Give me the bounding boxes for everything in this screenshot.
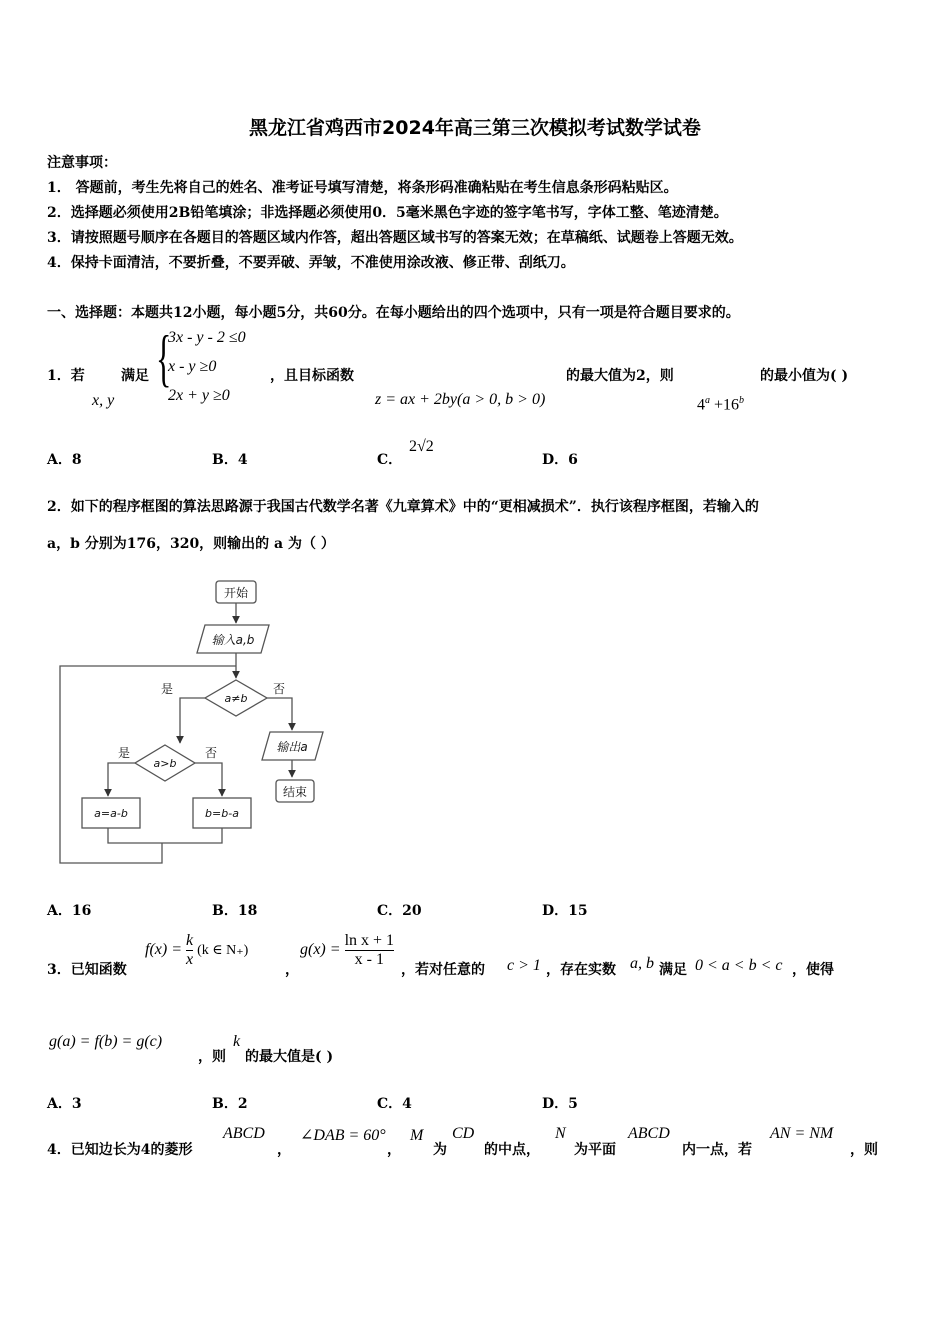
q2-line-1: 2．如下的程序框图的算法思路源于我国古代数学名著《九章算术》中的“更相减损术”．执行该程序框图，若输入的 [47,499,759,515]
q3-f-frac [186,932,193,969]
section-header: 一、选择题：本题共12小题，每小题5分，共60分。在每小题给出的四个选项中，只有一项是符合题目要求的。 [47,305,740,321]
q3-option-c: C．4 [377,1096,412,1112]
flow-end-label: 结束 [282,785,308,799]
q3-k: k [233,1033,241,1050]
q3-mid3: 满足 [659,962,687,978]
q4-CD: CD [452,1125,475,1142]
q3-mid1: ，若对任意的 [401,962,485,978]
q3-eq: g(a) = f(b) = g(c) [49,1033,163,1050]
q1-option-c-math: 2√2 [409,438,434,455]
q3-g-den: x - 1 [354,951,384,968]
q1-expr [697,395,744,414]
q3-f-num: k [186,932,194,949]
q1-sys-2: x - y ≥0 [168,358,217,375]
q3-f-den: x [186,951,194,968]
q1-option-b: B．4 [212,452,248,468]
q3-f-tail: (k ∈ N₊) [197,943,249,959]
q3-f-lhs: f(x) = [145,941,182,959]
notice-item-4: 4．保持卡面清洁，不要折叠，不要弄破、弄皱，不准使用涂改液、修正带、刮纸刀。 [47,255,575,271]
q3-option-d: D．5 [542,1096,578,1112]
q1-expr-base1: 4 [697,396,705,414]
q3-g-num: ln x + 1 [344,932,395,949]
q4-abcd2: ABCD [628,1125,670,1142]
q3-then: ，则 [198,1049,226,1065]
flow-cond1-yes: 是 [160,682,173,696]
q4-N: N [555,1125,566,1142]
q3-prefix: 3．已知函数 [47,962,127,978]
q1-vars: x, y [92,392,115,409]
q2-line-2: a，b 分别为176，320，则输出的 a 为（ ） [47,536,335,552]
q2-option-a: A．16 [47,903,92,919]
q1-option-c: C． [377,452,403,468]
flow-cond1-no: 否 [273,682,286,696]
flowchart [55,575,335,870]
q3-c-cond: c > 1 [507,957,541,974]
q1-prefix: 1．若 [47,368,85,384]
notice-item-2: 2．选择题必须使用2B铅笔填涂；非选择题必须使用0．5毫米黑色字迹的签字笔书写，字体工整、笔迹清楚。 [47,205,728,221]
q4-abcd: ABCD [223,1125,265,1142]
q3-ineq: 0 < a < b < c [695,957,783,974]
flow-assign1-label: a=a-b [94,807,128,820]
flow-cond2-yes: 是 [117,746,130,760]
q4-eq: AN = NM [770,1125,834,1142]
q4-comma2: ， [387,1142,401,1158]
q1-expr-exp2: b [739,395,745,406]
q1-sys-3: 2x + y ≥0 [168,387,230,404]
notice-heading: 注意事项： [47,155,117,171]
q1-option-d: D．6 [542,452,578,468]
q1-expr-exp1: a [705,395,710,406]
q4-comma1: ， [277,1142,291,1158]
q3-mid2: ，存在实数 [546,962,616,978]
q3-g-def [300,932,394,969]
q1-func: z = ax + 2by(a > 0, b > 0) [375,391,546,408]
q4-mid3: 内一点，若 [682,1142,752,1158]
flow-cond1-label: a≠b [224,692,248,705]
q1-expr-plus: +16 [710,396,740,414]
q4-wei: 为 [433,1142,447,1158]
flow-output-label: 输出a [276,740,308,754]
q3-g-lhs: g(x) = [300,941,341,959]
q3-ab: a, b [630,955,654,972]
q3-g-frac [345,932,394,969]
q4-mid2: 为平面 [574,1142,616,1158]
q3-option-a: A．3 [47,1096,82,1112]
flow-start-label: 开始 [223,586,249,600]
q1-sys-1: 3x - y - 2 ≤0 [168,329,246,346]
q1-tail: 的最小值为( ) [760,368,849,384]
q1-max: 的最大值为2，则 [566,368,674,384]
q1-satisfy: 满足 [121,368,149,384]
q3-tail: 的最大值是( ) [245,1049,334,1065]
q1-mid: ，且目标函数 [270,368,354,384]
notice-item-3: 3．请按照题号顺序在各题目的答题区域内作答，超出答题区域书写的答案无效；在草稿纸、试题卷上答题无效。 [47,230,743,246]
flow-assign2-label: b=b-a [205,807,239,820]
notice-item-1: 1． 答题前，考生先将自己的姓名、准考证号填写清楚，将条形码准确粘贴在考生信息条形码粘贴区。 [47,180,678,196]
q3-f-def [145,932,248,969]
q2-option-b: B．18 [212,903,258,919]
q3-mid4: ，使得 [792,962,834,978]
q1-option-a: A．8 [47,452,82,468]
flow-input-label: 输入a,b [211,633,255,647]
q2-option-d: D．15 [542,903,588,919]
q3-option-b: B．2 [212,1096,248,1112]
page-title: 黑龙江省鸡西市2024年高三第三次模拟考试数学试卷 [249,117,701,139]
q4-M: M [410,1127,424,1144]
q4-mid1: 的中点， [484,1142,540,1158]
q3-comma: ， [285,962,299,978]
q2-option-c: C．20 [377,903,422,919]
q4-tail: ，则 [850,1142,878,1158]
flow-cond2-label: a>b [153,757,177,770]
flow-cond2-no: 否 [205,746,218,760]
q4-angle: ∠DAB = 60° [300,1127,386,1144]
q1-brace: { [156,322,172,393]
q4-prefix: 4．已知边长为4的菱形 [47,1142,193,1158]
